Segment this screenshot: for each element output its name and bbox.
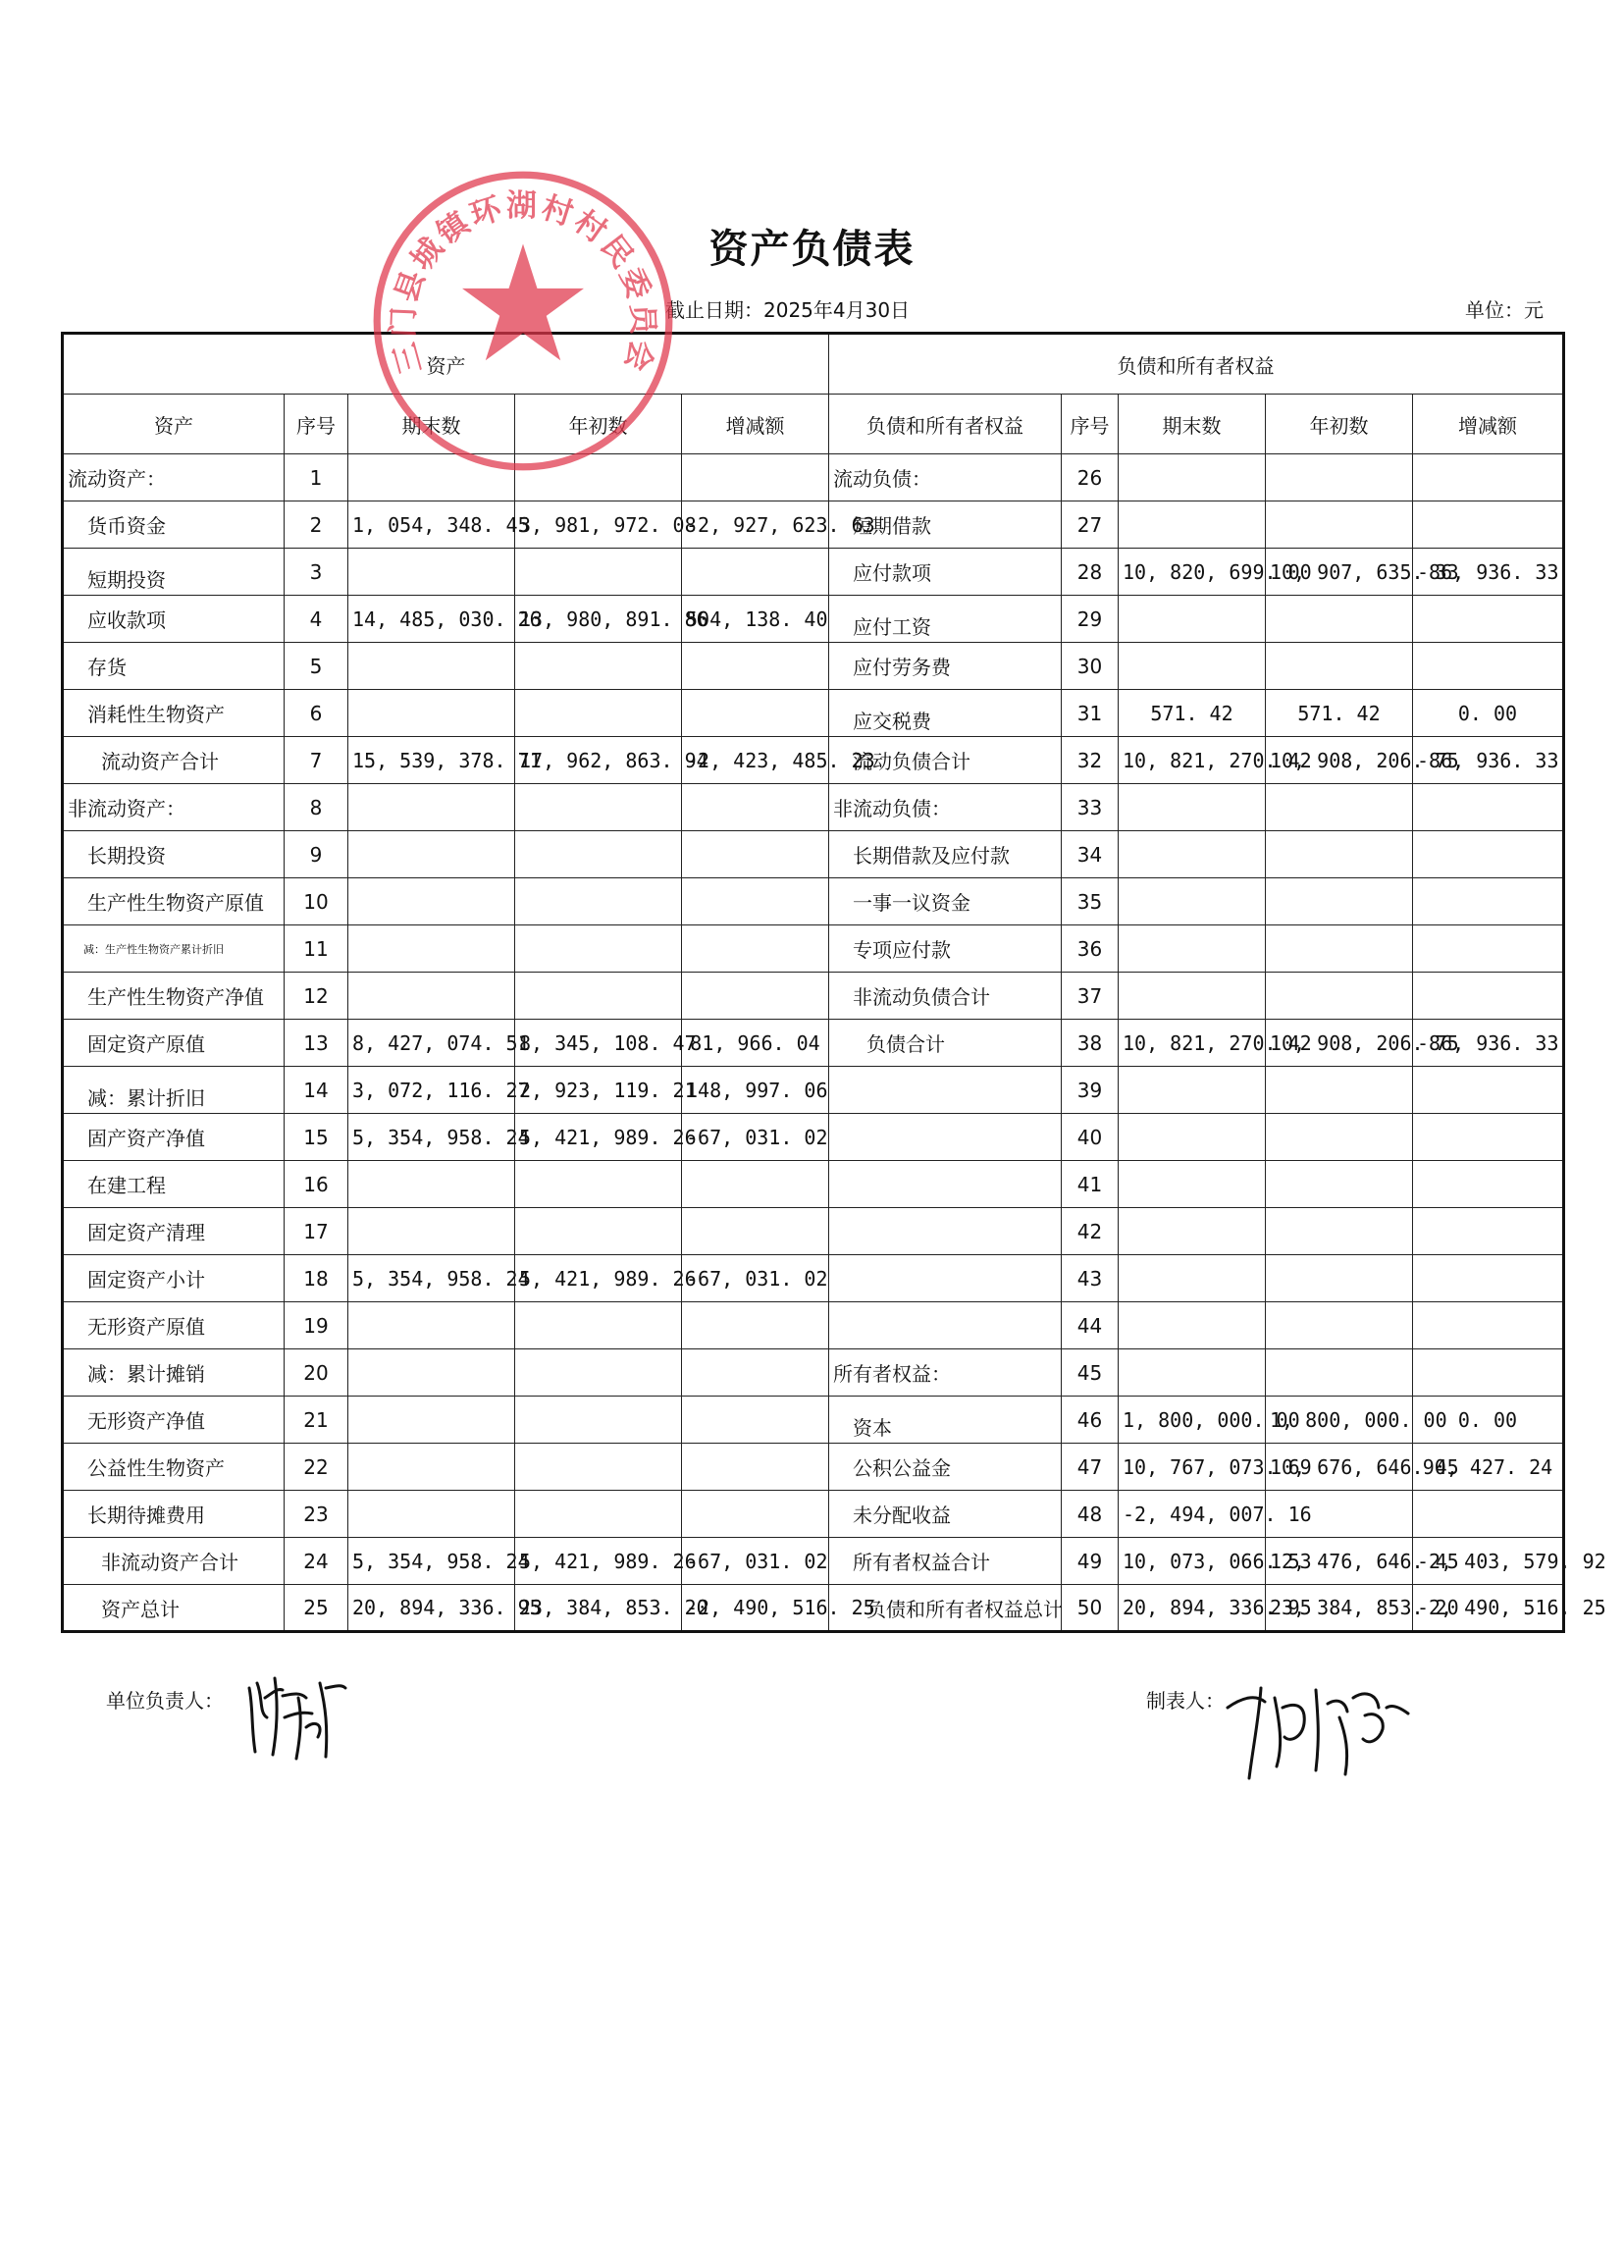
amount-cell	[1266, 1114, 1413, 1161]
amount-cell	[1266, 784, 1413, 831]
table-row	[63, 1397, 1564, 1444]
column-header: 序号	[285, 395, 348, 454]
amount-cell	[682, 690, 829, 737]
liability-item-label: 所有者权益：	[829, 1349, 1062, 1397]
liability-item-label: 一事一议资金	[829, 878, 1062, 925]
row-number: 26	[1062, 454, 1119, 501]
column-header: 资产	[63, 395, 285, 454]
amount-cell: 23, 384, 853. 20	[1266, 1585, 1413, 1632]
preparer-label: 制表人：	[1146, 1689, 1225, 1713]
table-row	[63, 784, 1564, 831]
amount-cell: 14, 485, 030. 26	[348, 596, 515, 643]
table-row	[63, 501, 1564, 549]
asset-item-label: 消耗性生物资产	[63, 690, 285, 737]
column-header: 期末数	[348, 395, 515, 454]
amount-cell	[1119, 878, 1266, 925]
amount-cell	[1266, 454, 1413, 501]
amount-cell	[1119, 1349, 1266, 1397]
amount-cell	[682, 1444, 829, 1491]
row-number: 14	[285, 1067, 348, 1114]
amount-cell	[682, 784, 829, 831]
liability-item-label	[829, 1208, 1062, 1255]
preparer-signature	[1222, 1668, 1418, 1786]
amount-cell	[682, 831, 829, 878]
amount-cell: 90, 427. 24	[1413, 1444, 1564, 1491]
amount-cell: 10, 907, 635. 33	[1266, 549, 1413, 596]
amount-cell	[1266, 501, 1413, 549]
asset-item-label: 非流动资产合计	[63, 1538, 285, 1585]
table-row	[63, 1114, 1564, 1161]
amount-cell: 20, 894, 336. 95	[348, 1585, 515, 1632]
amount-cell	[515, 549, 682, 596]
row-number: 1	[285, 454, 348, 501]
amount-cell: -2, 403, 579. 92	[1413, 1538, 1564, 1585]
amount-cell: 5, 421, 989. 26	[515, 1538, 682, 1585]
amount-cell: 10, 820, 699. 00	[1119, 549, 1266, 596]
amount-cell	[348, 878, 515, 925]
liability-item-label: 短期借款	[829, 501, 1062, 549]
amount-cell	[1119, 596, 1266, 643]
amount-cell: -67, 031. 02	[682, 1255, 829, 1302]
amount-cell	[1413, 1491, 1564, 1538]
table-row	[63, 1538, 1564, 1585]
amount-cell: 5, 354, 958. 24	[348, 1538, 515, 1585]
table-row	[63, 1491, 1564, 1538]
row-number: 21	[285, 1397, 348, 1444]
amount-cell: 10, 908, 206. 75	[1266, 1020, 1413, 1067]
liability-item-label	[829, 1302, 1062, 1349]
amount-cell: 504, 138. 40	[682, 596, 829, 643]
amount-cell: 5, 421, 989. 26	[515, 1114, 682, 1161]
amount-cell	[515, 643, 682, 690]
amount-cell: 1, 800, 000. 00	[1266, 1397, 1413, 1444]
row-number: 38	[1062, 1020, 1119, 1067]
amount-cell	[348, 1349, 515, 1397]
amount-cell	[1119, 1302, 1266, 1349]
table-row	[63, 690, 1564, 737]
asset-item-label: 无形资产原值	[63, 1302, 285, 1349]
asset-item-label: 减：累计摊销	[63, 1349, 285, 1397]
asset-item-label: 公益性生物资产	[63, 1444, 285, 1491]
amount-cell: -2, 490, 516. 25	[1413, 1585, 1564, 1632]
row-number: 11	[285, 925, 348, 973]
amount-cell: 0. 00	[1413, 690, 1564, 737]
table-row	[63, 1255, 1564, 1302]
liability-item-label	[829, 1114, 1062, 1161]
row-number: 8	[285, 784, 348, 831]
assets-group-header: 资产	[63, 334, 829, 395]
column-header: 增减额	[682, 395, 829, 454]
amount-cell: -2, 494, 007. 16	[1119, 1491, 1266, 1538]
amount-cell	[348, 549, 515, 596]
amount-cell	[682, 454, 829, 501]
amount-cell	[1266, 831, 1413, 878]
asset-item-label: 生产性生物资产净值	[63, 973, 285, 1020]
amount-cell: 8, 427, 074. 51	[348, 1020, 515, 1067]
amount-cell	[1266, 878, 1413, 925]
row-number: 24	[285, 1538, 348, 1585]
liability-item-label: 应付工资	[829, 596, 1062, 643]
amount-cell	[1266, 925, 1413, 973]
amount-cell	[515, 1208, 682, 1255]
amount-cell	[1413, 454, 1564, 501]
row-number: 33	[1062, 784, 1119, 831]
row-number: 19	[285, 1302, 348, 1349]
asset-item-label: 资产总计	[63, 1585, 285, 1632]
amount-cell	[1119, 925, 1266, 973]
amount-cell	[1119, 973, 1266, 1020]
amount-cell	[682, 1302, 829, 1349]
table-row	[63, 831, 1564, 878]
amount-cell	[1413, 1255, 1564, 1302]
liability-item-label	[829, 1067, 1062, 1114]
report-date: 截止日期：2025年4月30日	[665, 298, 911, 322]
amount-cell	[1413, 1161, 1564, 1208]
row-number: 28	[1062, 549, 1119, 596]
amount-cell: 17, 962, 863. 94	[515, 737, 682, 784]
amount-cell	[1413, 831, 1564, 878]
asset-item-label: 固定资产小计	[63, 1255, 285, 1302]
amount-cell	[348, 925, 515, 973]
row-number: 40	[1062, 1114, 1119, 1161]
amount-cell	[682, 1349, 829, 1397]
amount-cell: 10, 821, 270. 42	[1119, 1020, 1266, 1067]
asset-item-label: 存货	[63, 643, 285, 690]
amount-cell	[348, 973, 515, 1020]
amount-cell: -2, 490, 516. 25	[682, 1585, 829, 1632]
amount-cell	[682, 925, 829, 973]
row-number: 43	[1062, 1255, 1119, 1302]
table-body	[63, 454, 1606, 1632]
table-row	[63, 1349, 1564, 1397]
column-header: 期末数	[1119, 395, 1266, 454]
asset-item-label: 在建工程	[63, 1161, 285, 1208]
liability-item-label: 未分配收益	[829, 1491, 1062, 1538]
row-number: 7	[285, 737, 348, 784]
liability-item-label: 非流动负债：	[829, 784, 1062, 831]
amount-cell	[1266, 1161, 1413, 1208]
row-number: 41	[1062, 1161, 1119, 1208]
amount-cell	[1413, 1208, 1564, 1255]
row-number: 9	[285, 831, 348, 878]
column-header: 年初数	[1266, 395, 1413, 454]
amount-cell	[515, 784, 682, 831]
table-row	[63, 737, 1564, 784]
row-number: 34	[1062, 831, 1119, 878]
row-number: 6	[285, 690, 348, 737]
liability-item-label: 资本	[829, 1397, 1062, 1444]
liability-item-label: 应付劳务费	[829, 643, 1062, 690]
amount-cell	[682, 1161, 829, 1208]
amount-cell: 81, 966. 04	[682, 1020, 829, 1067]
row-number: 27	[1062, 501, 1119, 549]
asset-item-label: 非流动资产：	[63, 784, 285, 831]
unit-head-label: 单位负责人：	[106, 1689, 224, 1713]
row-number: 3	[285, 549, 348, 596]
amount-cell	[1119, 831, 1266, 878]
column-header: 增减额	[1413, 395, 1564, 454]
amount-cell	[682, 1208, 829, 1255]
asset-item-label: 货币资金	[63, 501, 285, 549]
table-row	[63, 973, 1564, 1020]
amount-cell	[515, 925, 682, 973]
row-number: 31	[1062, 690, 1119, 737]
amount-cell	[348, 1397, 515, 1444]
row-number: 13	[285, 1020, 348, 1067]
amount-cell: 5, 354, 958. 24	[348, 1255, 515, 1302]
amount-cell: 3, 981, 972. 08	[515, 501, 682, 549]
amount-cell	[515, 973, 682, 1020]
amount-cell: 8, 345, 108. 47	[515, 1020, 682, 1067]
amount-cell	[348, 784, 515, 831]
amount-cell: 23, 384, 853. 20	[515, 1585, 682, 1632]
amount-cell	[1266, 1255, 1413, 1302]
amount-cell: 10, 821, 270. 42	[1119, 737, 1266, 784]
amount-cell	[1119, 1161, 1266, 1208]
liabilities-group-header: 负债和所有者权益	[829, 334, 1564, 395]
table-row	[63, 1208, 1564, 1255]
asset-item-label: 减：生产性生物资产累计折旧	[63, 925, 285, 973]
row-number: 17	[285, 1208, 348, 1255]
table-row	[63, 1302, 1564, 1349]
row-number: 37	[1062, 973, 1119, 1020]
amount-cell	[1266, 596, 1413, 643]
amount-cell	[1119, 1067, 1266, 1114]
asset-item-label: 生产性生物资产原值	[63, 878, 285, 925]
table-row	[63, 1161, 1564, 1208]
table-row	[63, 1020, 1564, 1067]
liability-item-label	[829, 1161, 1062, 1208]
amount-cell	[1413, 878, 1564, 925]
row-number: 15	[285, 1114, 348, 1161]
amount-cell: 10, 908, 206. 75	[1266, 737, 1413, 784]
amount-cell: -2, 423, 485. 23	[682, 737, 829, 784]
table-row	[63, 643, 1564, 690]
liability-item-label: 非流动负债合计	[829, 973, 1062, 1020]
amount-cell	[1266, 1302, 1413, 1349]
balance-sheet-table	[61, 332, 1606, 1633]
asset-item-label: 固定资产原值	[63, 1020, 285, 1067]
table-row	[63, 1444, 1564, 1491]
amount-cell: 2, 923, 119. 21	[515, 1067, 682, 1114]
amount-cell	[682, 549, 829, 596]
table-row	[63, 549, 1564, 596]
amount-cell: 5, 354, 958. 24	[348, 1114, 515, 1161]
asset-item-label: 减：累计折旧	[63, 1067, 285, 1114]
amount-cell	[515, 1491, 682, 1538]
amount-cell	[682, 1397, 829, 1444]
amount-cell	[1413, 1067, 1564, 1114]
liability-item-label: 负债和所有者权益总计	[829, 1585, 1062, 1632]
amount-cell	[1266, 1208, 1413, 1255]
amount-cell: 5, 421, 989. 26	[515, 1255, 682, 1302]
amount-cell: 12, 476, 646. 45	[1266, 1538, 1413, 1585]
amount-cell: 571. 42	[1119, 690, 1266, 737]
row-number: 45	[1062, 1349, 1119, 1397]
row-number: 50	[1062, 1585, 1119, 1632]
liability-item-label: 所有者权益合计	[829, 1538, 1062, 1585]
amount-cell	[682, 973, 829, 1020]
amount-cell	[1266, 1067, 1413, 1114]
row-number: 36	[1062, 925, 1119, 973]
currency-unit: 单位：元	[1465, 298, 1544, 322]
row-number: 12	[285, 973, 348, 1020]
row-number: 23	[285, 1491, 348, 1538]
amount-cell	[1413, 973, 1564, 1020]
amount-cell	[1413, 643, 1564, 690]
amount-cell	[1413, 925, 1564, 973]
liability-item-label: 流动负债：	[829, 454, 1062, 501]
amount-cell: -67, 031. 02	[682, 1538, 829, 1585]
amount-cell: 10, 676, 646. 45	[1266, 1444, 1413, 1491]
amount-cell: 148, 997. 06	[682, 1067, 829, 1114]
svg-text:三门县城镇环湖村村民委员会: 三门县城镇环湖村村民委员会	[385, 188, 661, 378]
amount-cell: -86, 936. 33	[1413, 549, 1564, 596]
row-number: 22	[285, 1444, 348, 1491]
liability-item-label	[829, 1255, 1062, 1302]
row-number: 20	[285, 1349, 348, 1397]
asset-item-label: 长期投资	[63, 831, 285, 878]
amount-cell	[348, 1161, 515, 1208]
amount-cell: -2, 927, 623. 63	[682, 501, 829, 549]
asset-item-label: 固产资产净值	[63, 1114, 285, 1161]
unit-head-signature	[243, 1668, 351, 1762]
table-row	[63, 1067, 1564, 1114]
table-row	[63, 925, 1564, 973]
row-number: 32	[1062, 737, 1119, 784]
amount-cell	[1413, 784, 1564, 831]
amount-cell	[515, 1349, 682, 1397]
amount-cell: 20, 894, 336. 95	[1119, 1585, 1266, 1632]
asset-item-label: 流动资产合计	[63, 737, 285, 784]
amount-cell	[1266, 973, 1413, 1020]
amount-cell: 10, 767, 073. 69	[1119, 1444, 1266, 1491]
amount-cell	[1413, 1349, 1564, 1397]
asset-item-label: 流动资产：	[63, 454, 285, 501]
liability-item-label: 专项应付款	[829, 925, 1062, 973]
amount-cell	[515, 690, 682, 737]
row-number: 10	[285, 878, 348, 925]
table-row	[63, 1585, 1564, 1632]
liability-item-label: 长期借款及应付款	[829, 831, 1062, 878]
document-title: 资产负债表	[708, 227, 916, 272]
amount-cell	[1119, 454, 1266, 501]
amount-cell: 571. 42	[1266, 690, 1413, 737]
row-number: 39	[1062, 1067, 1119, 1114]
amount-cell	[348, 1302, 515, 1349]
asset-item-label: 短期投资	[63, 549, 285, 596]
asset-item-label: 无形资产净值	[63, 1397, 285, 1444]
amount-cell	[1413, 1114, 1564, 1161]
liability-item-label: 应交税费	[829, 690, 1062, 737]
table-row	[63, 596, 1564, 643]
amount-cell	[1119, 1255, 1266, 1302]
amount-cell: 15, 539, 378. 71	[348, 737, 515, 784]
amount-cell	[515, 831, 682, 878]
asset-item-label: 应收款项	[63, 596, 285, 643]
amount-cell: 3, 072, 116. 27	[348, 1067, 515, 1114]
column-header: 序号	[1062, 395, 1119, 454]
official-seal	[371, 169, 675, 473]
amount-cell	[348, 1444, 515, 1491]
amount-cell	[348, 1208, 515, 1255]
row-number: 42	[1062, 1208, 1119, 1255]
amount-cell	[1119, 1114, 1266, 1161]
amount-cell	[682, 643, 829, 690]
amount-cell	[515, 1302, 682, 1349]
amount-cell	[515, 1161, 682, 1208]
amount-cell	[515, 878, 682, 925]
liability-item-label: 应付款项	[829, 549, 1062, 596]
row-number: 16	[285, 1161, 348, 1208]
amount-cell: 1, 054, 348. 45	[348, 501, 515, 549]
row-number: 35	[1062, 878, 1119, 925]
row-number: 44	[1062, 1302, 1119, 1349]
liability-item-label: 流动负债合计	[829, 737, 1062, 784]
amount-cell	[1119, 643, 1266, 690]
row-number: 5	[285, 643, 348, 690]
amount-cell	[1413, 501, 1564, 549]
amount-cell	[682, 1491, 829, 1538]
column-header: 年初数	[515, 395, 682, 454]
row-number: 47	[1062, 1444, 1119, 1491]
row-number: 48	[1062, 1491, 1119, 1538]
liability-item-label: 负债合计	[829, 1020, 1062, 1067]
amount-cell: 13, 980, 891. 86	[515, 596, 682, 643]
amount-cell: 0. 00	[1413, 1397, 1564, 1444]
row-number: 46	[1062, 1397, 1119, 1444]
amount-cell	[1413, 1302, 1564, 1349]
amount-cell: -86, 936. 33	[1413, 1020, 1564, 1067]
row-number: 25	[285, 1585, 348, 1632]
row-number: 4	[285, 596, 348, 643]
row-number: 2	[285, 501, 348, 549]
row-number: 30	[1062, 643, 1119, 690]
table-row	[63, 878, 1564, 925]
row-number: 49	[1062, 1538, 1119, 1585]
column-header: 负债和所有者权益	[829, 395, 1062, 454]
amount-cell	[1119, 1208, 1266, 1255]
asset-item-label: 固定资产清理	[63, 1208, 285, 1255]
amount-cell	[348, 690, 515, 737]
table-row	[63, 454, 1564, 501]
amount-cell	[1119, 784, 1266, 831]
amount-cell	[1266, 643, 1413, 690]
amount-cell	[682, 878, 829, 925]
amount-cell	[348, 1491, 515, 1538]
amount-cell	[515, 1397, 682, 1444]
amount-cell	[1413, 596, 1564, 643]
liability-item-label: 公积公益金	[829, 1444, 1062, 1491]
amount-cell: -67, 031. 02	[682, 1114, 829, 1161]
amount-cell: 10, 073, 066. 53	[1119, 1538, 1266, 1585]
amount-cell	[348, 643, 515, 690]
amount-cell	[515, 1444, 682, 1491]
amount-cell: -86, 936. 33	[1413, 737, 1564, 784]
amount-cell	[1266, 1349, 1413, 1397]
amount-cell	[348, 831, 515, 878]
amount-cell	[1119, 501, 1266, 549]
row-number: 18	[285, 1255, 348, 1302]
asset-item-label: 长期待摊费用	[63, 1491, 285, 1538]
row-number: 29	[1062, 596, 1119, 643]
amount-cell: 1, 800, 000. 00	[1119, 1397, 1266, 1444]
